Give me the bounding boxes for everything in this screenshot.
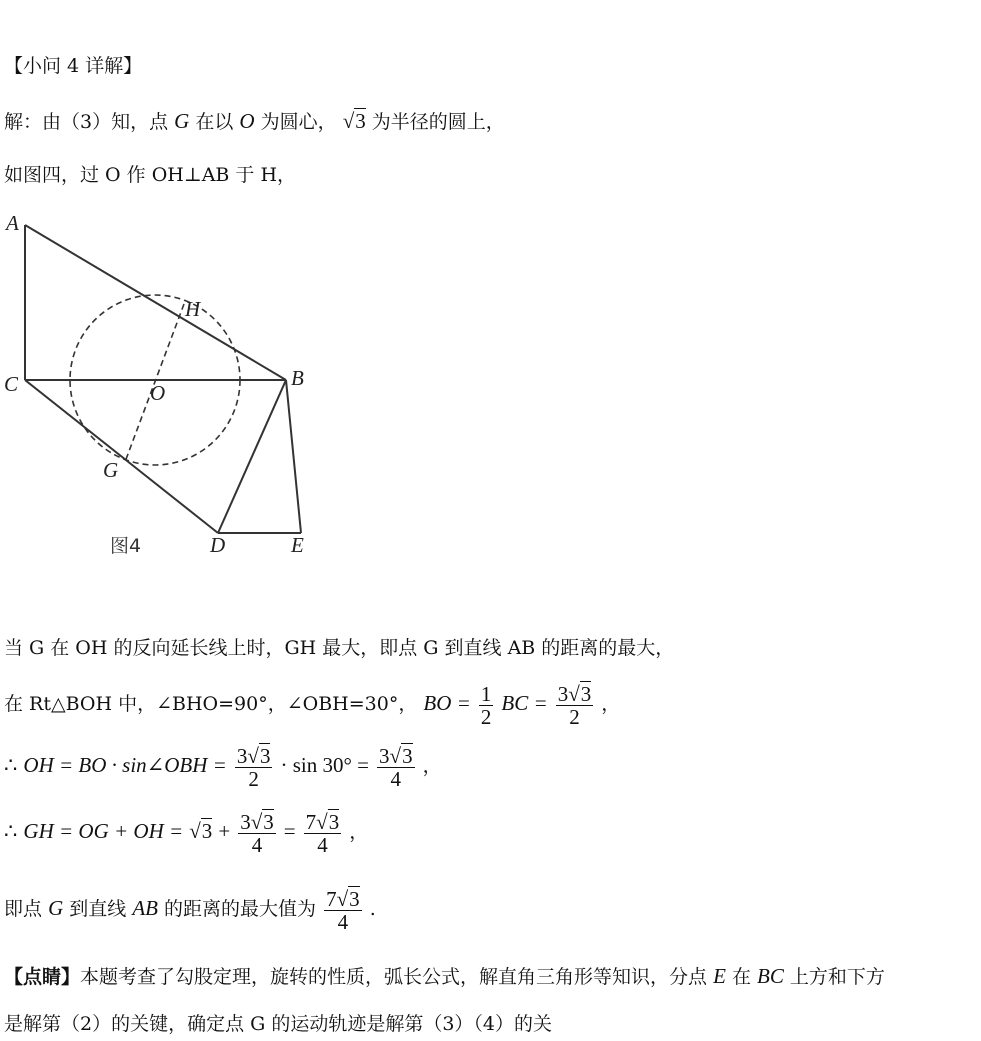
expr: · sin 30° = (280, 753, 369, 777)
text: ， (601, 693, 621, 715)
label-h: H (185, 297, 201, 321)
sqrt-3: √3 (342, 109, 366, 133)
numerator: 7√3 (326, 886, 360, 911)
text: ， (349, 821, 369, 843)
numerator: 7√3 (305, 809, 340, 834)
figure-caption: 图4 (110, 535, 142, 557)
solution-line-3: 当 G 在 OH 的反向延长线上时，GH 最大，即点 G 到直线 AB 的距离的最大， (4, 637, 675, 659)
fraction-3root3-over-2 (235, 745, 273, 790)
label-b: B (291, 366, 304, 390)
solution-line-7 (4, 880, 376, 937)
numerator: 3√3 (236, 743, 271, 768)
point-g: G (174, 109, 190, 133)
denominator: 2 (569, 704, 580, 729)
radicand: 3 (355, 109, 366, 133)
fraction-3root3-over-2 (556, 683, 594, 728)
fraction-7root3-over-4 (324, 888, 362, 933)
solution-line-5 (4, 740, 442, 791)
text: 在以 (195, 111, 234, 133)
denominator: 2 (480, 704, 492, 729)
label-c: C (4, 372, 19, 396)
text: 的距离的最大值为 (164, 898, 317, 920)
text: 为圆心， (260, 111, 337, 133)
segment-ab (25, 225, 286, 380)
solution-line-6 (4, 806, 368, 857)
equals-sign: = (283, 819, 296, 843)
label-e: E (291, 533, 304, 557)
label-d: D (210, 533, 226, 557)
text: 到直线 (69, 898, 127, 920)
numerator: 3√3 (379, 743, 413, 768)
solution-line-1 (4, 109, 505, 134)
text: 本题考查了勾股定理，旋转的性质，弧长公式，解直角三角形等知识，分点 (80, 966, 708, 988)
numerator: 3√3 (557, 681, 592, 706)
expr: GH = OG + OH = (23, 819, 184, 843)
fraction-3root3-over-4 (377, 745, 415, 790)
solution-line-4 (4, 678, 620, 729)
line-ab: AB (132, 896, 158, 920)
solution-line-2: 如图四，过 O 作 OH⊥AB 于 H， (4, 164, 297, 186)
denominator: 4 (390, 766, 402, 791)
denominator: 2 (248, 766, 259, 791)
sqrt-3: √3 (189, 819, 213, 843)
numerator: 1 (480, 681, 492, 706)
text: 为半径的圆上， (371, 111, 505, 133)
geometry-figure (0, 200, 340, 570)
point-g: G (48, 896, 64, 920)
segment-be (286, 380, 301, 533)
therefore-symbol: ∴ (4, 753, 18, 777)
numerator: 3√3 (240, 809, 274, 834)
text: 上方和下方 (789, 966, 885, 988)
fraction-7root3-over-4 (304, 811, 342, 856)
denominator: 4 (317, 832, 328, 857)
line-bc: BC (757, 964, 784, 988)
comment-label: 【点睛】 (4, 966, 81, 988)
therefore-symbol: ∴ (4, 819, 18, 843)
label-g: G (103, 458, 119, 482)
label-a: A (6, 211, 19, 235)
fraction-3root3-over-4 (238, 811, 276, 856)
denominator: 4 (251, 832, 263, 857)
bc-eq: BC = (501, 691, 548, 715)
text: 在 (731, 966, 751, 988)
point-o: O (239, 109, 255, 133)
text: . (369, 898, 376, 920)
text: 在 Rt△BOH 中，∠BHO=90°，∠OBH=30°， (4, 693, 418, 715)
plus-sign: + (218, 819, 231, 843)
segment-cd (25, 380, 218, 533)
point-e: E (713, 964, 726, 988)
segment-bd (218, 380, 286, 533)
section-heading: 【小问 4 详解】 (4, 55, 143, 77)
denominator: 4 (337, 909, 349, 934)
fraction-one-half (479, 683, 494, 728)
expr: OH = BO · sin∠OBH = (23, 753, 227, 777)
eq-lhs: BO = (423, 691, 471, 715)
comment-line-1 (4, 964, 885, 989)
text: 解：由（3）知，点 (4, 111, 169, 133)
comment-line-2: 是解第（2）的关键，确定点 G 的运动轨迹是解第（3）（4）的关 (4, 1013, 553, 1035)
text: ， (422, 755, 442, 777)
label-o: O (150, 381, 166, 405)
text: 即点 (4, 898, 43, 920)
